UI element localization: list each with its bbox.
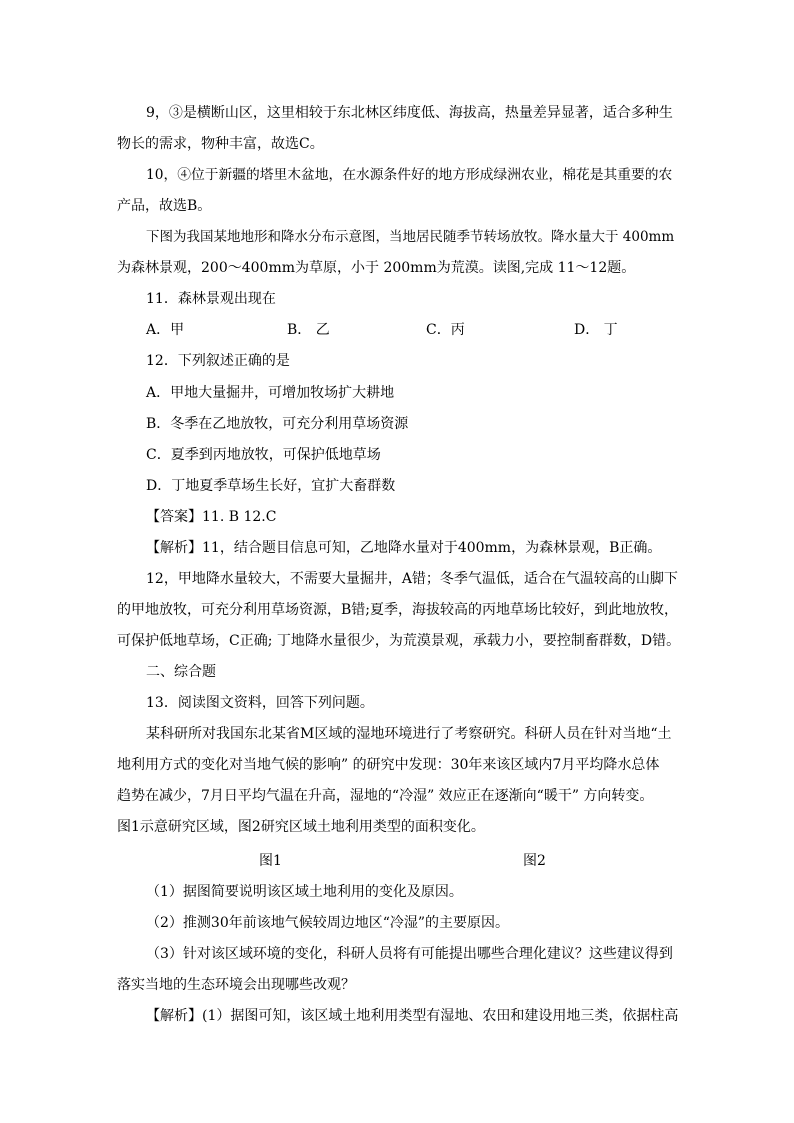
option-12-a: A．甲地大量掘井，可增加牧场扩大耕地 <box>146 385 395 401</box>
explanation-10-line-2: 产品，故选B。 <box>117 198 212 214</box>
question-12: 12．下列叙述正确的是 <box>146 353 290 369</box>
section-heading: 二、综合题 <box>146 664 216 680</box>
figure-1-label: 图1 <box>259 853 282 869</box>
material-line-3: 趋势在减少，7月日平均气温在升高，湿地的“冷湿” 效应正在逐渐向“暖干” 方向转变。 <box>117 788 654 804</box>
explanation-10-line-1: 10，④位于新疆的塔里木盆地，在水源条件好的地方形成绿洲农业，棉花是其重要的农 <box>146 167 673 183</box>
option-12-d: D．丁地夏季草场生长好，宜扩大畜群数 <box>146 478 396 494</box>
question-11-options <box>146 320 666 340</box>
subquestion-2: （2）推测30年前该地气候较周边地区“冷湿”的主要原因。 <box>146 915 510 931</box>
analysis-12-line-1: 12，甲地降水量较大，不需要大量掘井，A错；冬季气温低，适合在气温较高的山脚下 <box>146 571 678 587</box>
figure-2-label: 图2 <box>523 853 546 869</box>
intro-paragraph-line-2: 为森林景观，200～400mm为草原，小于 200mm为荒漠。读图,完成 11～12题。 <box>117 260 636 276</box>
material-line-2: 地利用方式的变化对当地气候的影响” 的研究中发现：30年来该区域内7月平均降水总体 <box>117 757 660 773</box>
explanation-9-line-1: 9，③是横断山区，这里相较于东北林区纬度低、海拔高，热量差异显著，适合多种生 <box>146 105 673 121</box>
question-13: 13．阅读图文资料，回答下列问题。 <box>146 695 374 711</box>
option-a: A．甲 <box>146 322 185 338</box>
option-c: C．丙 <box>426 322 465 338</box>
intro-paragraph-line-1: 下图为我国某地地形和降水分布示意图，当地居民随季节转场放牧。降水量大于 400mm <box>146 229 675 245</box>
answer-line: 【答案】11. B 12.C <box>146 509 277 525</box>
subquestion-1: （1）据图简要说明该区域土地利用的变化及原因。 <box>146 884 463 900</box>
option-d: D． 丁 <box>574 322 618 338</box>
analysis-12-line-2: 的甲地放牧，可充分利用草场资源，B错;夏季，海拔较高的丙地草场比较好，到此地放牧， <box>117 602 679 618</box>
option-12-b: B．冬季在乙地放牧，可充分利用草场资源 <box>146 416 409 432</box>
material-line-1: 某科研所对我国东北某省M区域的湿地环境进行了考察研究。科研人员在针对当地“土 <box>146 726 672 742</box>
subquestion-3-line-1: （3）针对该区域环境的变化，科研人员将有可能提出哪些合理化建议？这些建议得到 <box>146 946 673 962</box>
subquestion-3-line-2: 落实当地的生态环境会出现哪些改观？ <box>117 977 355 993</box>
analysis-11: 【解析】11，结合题目信息可知，乙地降水量对于400mm，为森林景观，B正确。 <box>146 540 662 556</box>
option-b: B． 乙 <box>287 322 330 338</box>
question-11: 11．森林景观出现在 <box>146 291 276 307</box>
option-12-c: C．夏季到丙地放牧，可保护低地草场 <box>146 447 381 463</box>
explanation-9-line-2: 物长的需求，物种丰富，故选C。 <box>117 136 324 152</box>
analysis-12-line-3: 可保护低地草场，C正确; 丁地降水量很少，为荒漠景观，承载力小，要控制畜群数，D错。 <box>117 633 681 649</box>
analysis-13-line-1: 【解析】(1）据图可知，该区域土地利用类型有湿地、农田和建设用地三类，依据柱高 <box>146 1008 679 1024</box>
material-line-4: 图1示意研究区域，图2研究区域土地利用类型的面积变化。 <box>117 819 485 835</box>
